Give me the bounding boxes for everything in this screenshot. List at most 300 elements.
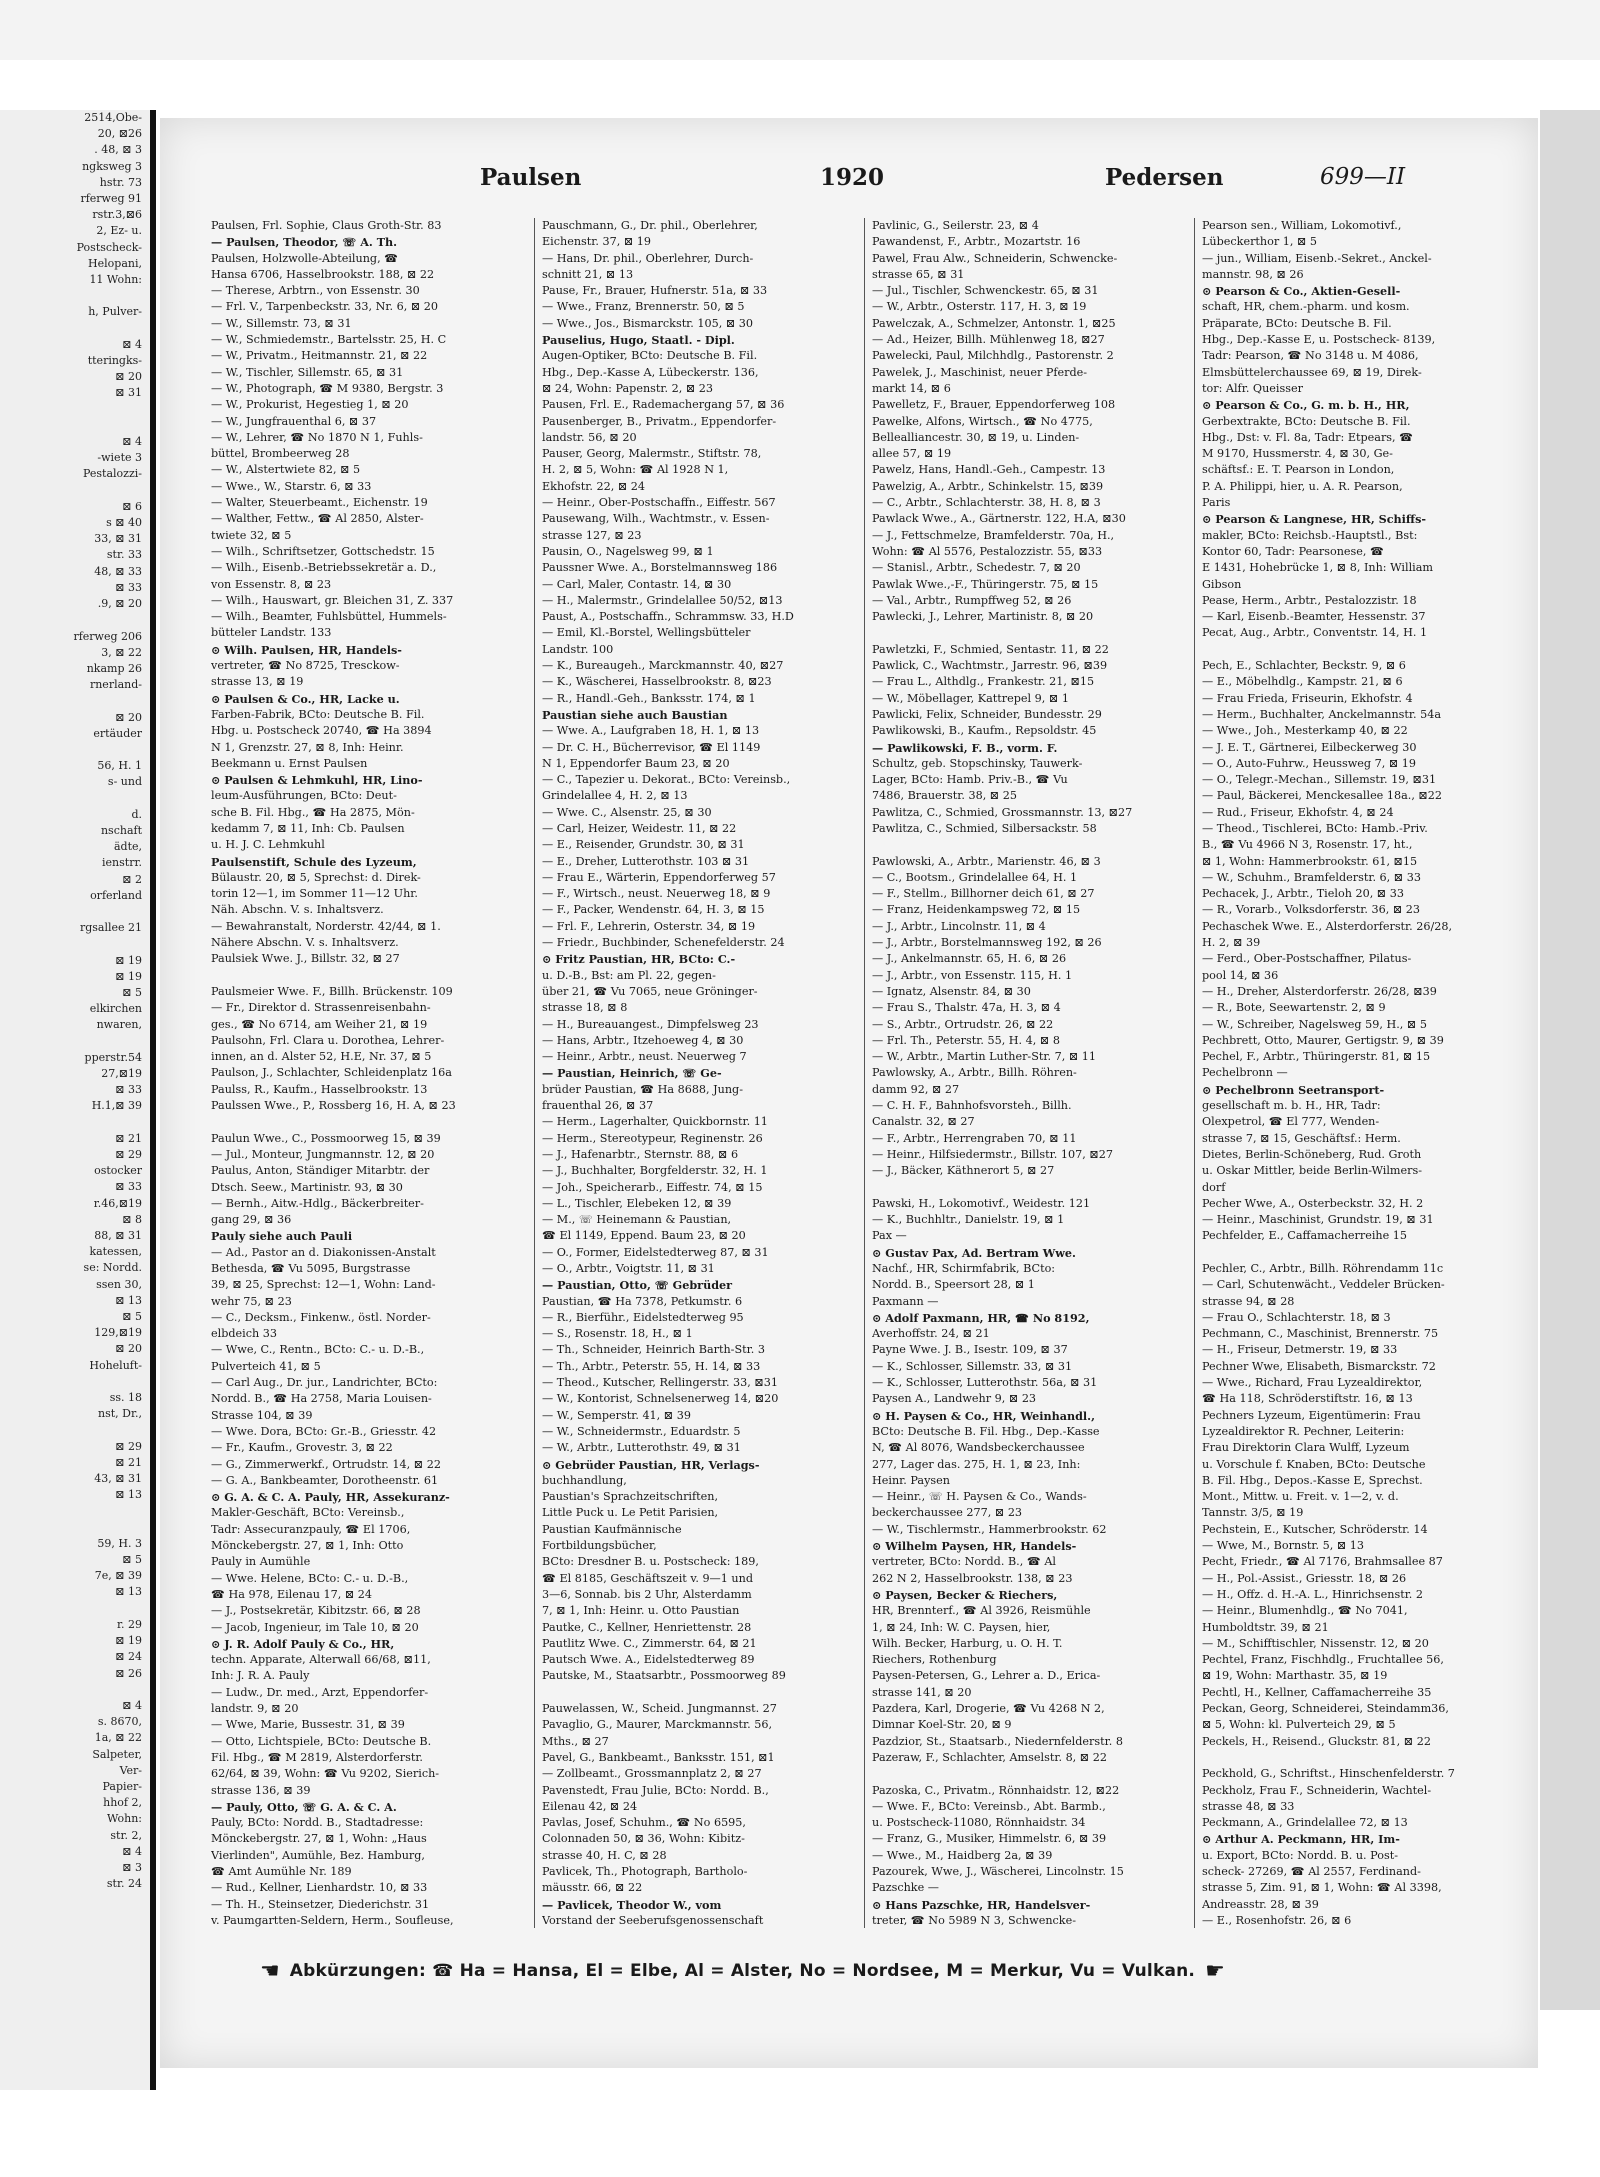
directory-entry: ⊠ 1, Wohn: Hammerbrookstr. 61, ⊠15 [1202, 854, 1418, 868]
directory-entry: ⊙ Wilh. Paulsen, HR, Handels- [211, 642, 402, 657]
header-year: 1920 [820, 164, 885, 191]
directory-column-3 [864, 218, 1194, 1928]
sliver-line: ⊠ 3 [122, 1860, 142, 1874]
sliver-line [0, 742, 150, 758]
directory-entry: u. Vorschule f. Knaben, BCto: Deutsche [1202, 1457, 1426, 1471]
directory-entry: — O., Arbtr., Voigtstr. 11, ⊠ 31 [542, 1262, 715, 1275]
sliver-line: rferweg 91 [80, 192, 142, 206]
directory-entry: Paysen A., Landwehr 9, ⊠ 23 [872, 1392, 1037, 1406]
directory-entry: — Frl. F., Lehrerin, Osterstr. 34, ⊠ 19 [542, 919, 756, 933]
directory-entry: H. 2, ⊠ 39 [1202, 936, 1261, 950]
directory-entry: — H., Pol.-Assist., Griesstr. 18, ⊠ 26 [1202, 1571, 1407, 1585]
directory-entry: — Heinr., Ober-Postschaffn., Eiffestr. 567 [542, 496, 776, 510]
directory-entry: ☎ El 8185, Geschäftszeit v. 9—1 und [542, 1571, 753, 1585]
directory-entry: Paust, A., Postschaffn., Schrammsw. 33, H.D [542, 610, 794, 624]
sliver-line: r.46,⊠19 [93, 1196, 142, 1210]
sliver-line [0, 936, 150, 952]
directory-entry: v. Paumgartten-Seldern, Herm., Soufleuse, [211, 1913, 454, 1927]
directory-entry: Hbg., Dep.-Kasse A, Lübeckerstr. 136, [542, 365, 759, 379]
directory-entry: — Wwe, C., Rentn., BCto: C.- u. D.-B., [211, 1343, 425, 1357]
sliver-line [0, 693, 150, 709]
directory-entry: — W., Arbtr., Lutterothstr. 49, ⊠ 31 [542, 1441, 741, 1455]
directory-entry: Pazdera, Karl, Drogerie, ☎ Vu 4268 N 2, [872, 1702, 1105, 1716]
directory-entry: ⊙ G. A. & C. A. Pauly, HR, Assekuranz- [211, 1490, 450, 1505]
directory-entry: Dietes, Berlin-Schöneberg, Rud. Groth [1202, 1147, 1422, 1161]
directory-entry: — Wwe. Dora, BCto: Gr.-B., Griesstr. 42 [211, 1424, 437, 1438]
sliver-line: ⊠ 2 [122, 872, 142, 886]
header-left-title: Paulsen [480, 164, 582, 191]
sliver-line: ⊠ 31 [115, 386, 142, 400]
directory-entry: Pavaglio, G., Maurer, Marckmannstr. 56, [542, 1718, 773, 1732]
directory-entry: ⊙ Wilhelm Paysen, HR, Handels- [872, 1539, 1077, 1554]
directory-entry: — Frau S., Thalstr. 47a, H. 3, ⊠ 4 [872, 1001, 1061, 1015]
directory-entry [542, 1685, 857, 1701]
directory-entry: — Carl, Maler, Contastr. 14, ⊠ 30 [542, 577, 732, 591]
directory-entry: Hbg., Dep.-Kasse E, u. Postscheck- 8139, [1202, 333, 1436, 347]
directory-entry: — W., Schneidermstr., Eduardstr. 5 [542, 1424, 741, 1438]
directory-entry: Pechacek, J., Arbtr., Tieloh 20, ⊠ 33 [1202, 887, 1404, 901]
directory-entry: Pawelke, Alfons, Wirtsch., ☎ No 4775, [872, 414, 1093, 428]
sliver-line [0, 1422, 150, 1438]
directory-entry: damm 92, ⊠ 27 [872, 1082, 960, 1096]
directory-entry: Pechstein, E., Kutscher, Schröderstr. 14 [1202, 1522, 1428, 1536]
sliver-line: nkamp 26 [86, 661, 142, 675]
directory-entry: — Ignatz, Alsenstr. 84, ⊠ 30 [872, 984, 1031, 998]
directory-entry: — Paustian, Otto, ☏ Gebrüder [542, 1278, 733, 1293]
directory-entry: HR, Brennterf., ☎ Al 3926, Reismühle [872, 1604, 1091, 1618]
directory-entry: — Frl. V., Tarpenbeckstr. 33, Nr. 6, ⊠ 20 [211, 300, 438, 314]
directory-entry: Gerbextrakte, BCto: Deutsche B. Fil. [1202, 414, 1411, 428]
sliver-line: ⊠ 20 [115, 370, 142, 384]
sliver-line: ⊠ 20 [115, 710, 142, 724]
directory-entry: Paulsohn, Frl. Clara u. Dorothea, Lehrer- [211, 1033, 445, 1047]
directory-entry: Heinr. Paysen [872, 1473, 950, 1487]
directory-entry: Nähere Abschn. V. s. Inhaltsverz. [211, 936, 399, 950]
sliver-line: ⊠ 29 [115, 1439, 142, 1453]
directory-entry: N, ☎ Al 8076, Wandsbeckerchaussee [872, 1441, 1085, 1455]
directory-entry: Peckmann, A., Grindelallee 72, ⊠ 13 [1202, 1816, 1408, 1830]
directory-entry: — W., Semperstr. 41, ⊠ 39 [542, 1408, 691, 1422]
directory-columns [204, 218, 1524, 1928]
sliver-line: ertäuder [93, 726, 142, 740]
directory-entry: Paustian siehe auch Baustian [542, 707, 728, 722]
directory-entry: beckerchaussee 277, ⊠ 23 [872, 1506, 1023, 1520]
directory-entry: — E., Möbelhdlg., Kampstr. 21, ⊠ 6 [1202, 675, 1403, 689]
directory-entry: Fil. Hbg., ☎ M 2819, Alsterdorferstr. [211, 1750, 423, 1764]
directory-entry: Paulson, J., Schlachter, Schleidenplatz 16a [211, 1066, 452, 1080]
directory-entry: — Wilh., Schriftsetzer, Gottschedstr. 15 [211, 544, 435, 558]
sliver-line: 33, ⊠ 31 [94, 532, 142, 546]
directory-entry: — Frau Frieda, Friseurin, Ekhofstr. 4 [1202, 691, 1413, 705]
scan-background-top [0, 0, 1600, 60]
directory-entry: — F., Wirtsch., neust. Neuerweg 18, ⊠ 9 [542, 887, 771, 901]
directory-entry: Pauly siehe auch Pauli [211, 1229, 353, 1244]
sliver-line: Ver- [119, 1763, 142, 1777]
directory-entry: allee 57, ⊠ 19 [872, 447, 952, 461]
sliver-line: ⊠ 26 [115, 1666, 142, 1680]
directory-entry: — Pavlicek, Theodor W., vom [542, 1897, 722, 1912]
directory-entry: strasse 18, ⊠ 8 [542, 1001, 628, 1015]
sliver-line: orferland [90, 888, 142, 902]
sliver-line: tteringks- [87, 354, 142, 368]
directory-entry: Pearson sen., William, Lokomotivf., [1202, 219, 1402, 232]
directory-entry: u. Postscheck-11080, Rönnhaidstr. 34 [872, 1816, 1086, 1830]
sliver-line: ⊠ 6 [122, 499, 142, 513]
directory-entry: — Wwe, Marie, Bussestr. 31, ⊠ 39 [211, 1718, 405, 1732]
directory-entry: strasse 141, ⊠ 20 [872, 1685, 972, 1699]
directory-column-2 [534, 218, 864, 1928]
sliver-line: 43, ⊠ 31 [94, 1472, 142, 1486]
directory-entry: Pawlitza, C., Schmied, Silbersackstr. 58 [872, 821, 1097, 835]
directory-entry: — Pauly, Otto, ☏ G. A. & C. A. [211, 1799, 397, 1814]
directory-entry: brüder Paustian, ☎ Ha 8688, Jung- [542, 1082, 743, 1096]
directory-entry [211, 1114, 527, 1130]
directory-entry: — Heinr., Arbtr., neust. Neuerweg 7 [542, 1050, 747, 1064]
directory-entry: vertreter, BCto: Nordd. B., ☎ Al [872, 1555, 1056, 1569]
directory-entry: — Dr. C. H., Bücherrevisor, ☎ El 1149 [542, 740, 761, 754]
directory-entry: — J., Ankelmannstr. 65, H. 6, ⊠ 26 [872, 952, 1067, 966]
directory-entry: Pawlak Wwe.,-F., Thüringerstr. 75, ⊠ 15 [872, 577, 1099, 591]
directory-entry: ⊙ Adolf Paxmann, HR, ☎ No 8192, [872, 1310, 1090, 1325]
directory-entry: Dtsch. Seew., Martinistr. 93, ⊠ 30 [211, 1180, 403, 1194]
directory-entry [211, 968, 527, 984]
directory-entry: Paulsiek Wwe. J., Billstr. 32, ⊠ 27 [211, 952, 400, 966]
directory-entry: Bülaustr. 20, ⊠ 5, Sprechst: d. Direk- [211, 870, 421, 884]
directory-entry: Landstr. 100 [542, 642, 614, 656]
directory-entry: — Wwe., Jos., Bismarckstr. 105, ⊠ 30 [542, 316, 754, 330]
sliver-line: nschaft [100, 823, 142, 837]
directory-entry: schnitt 21, ⊠ 13 [542, 267, 634, 281]
directory-entry: — Joh., Speicherarb., Eiffestr. 74, ⊠ 15 [542, 1180, 763, 1194]
directory-entry: — Wwe., Franz, Brennerstr. 50, ⊠ 5 [542, 300, 745, 314]
directory-entry: — W., Alstertwiete 82, ⊠ 5 [211, 463, 361, 477]
directory-entry: Pechler, C., Arbtr., Billh. Röhrendamm 11c [1202, 1262, 1444, 1275]
directory-entry: — O., Former, Eidelstedterweg 87, ⊠ 31 [542, 1245, 769, 1259]
directory-entry: Mths., ⊠ 27 [542, 1734, 609, 1748]
directory-entry [872, 837, 1187, 853]
sliver-line: se: Nordd. [83, 1261, 142, 1275]
directory-entry: — J., Postsekretär, Kibitzstr. 66, ⊠ 28 [211, 1604, 421, 1618]
directory-entry: — H., Malermstr., Grindelallee 50/52, ⊠13 [542, 593, 783, 607]
directory-entry: Nordd. B., Speersort 28, ⊠ 1 [872, 1278, 1035, 1292]
directory-entry: Pazeraw, F., Schlachter, Amselstr. 8, ⊠ 22 [872, 1750, 1107, 1764]
directory-entry: — Wwe. C., Alsenstr. 25, ⊠ 30 [542, 805, 712, 819]
directory-entry: — W., Kontorist, Schnelsenerweg 14, ⊠20 [542, 1392, 779, 1406]
directory-entry: elbdeich 33 [211, 1327, 277, 1341]
directory-entry: büttel, Brombeerweg 28 [211, 447, 350, 461]
sliver-line: 11 Wohn: [89, 273, 142, 287]
sliver-line [0, 904, 150, 920]
directory-entry: Canalstr. 32, ⊠ 27 [872, 1115, 975, 1129]
directory-entry: — F., Packer, Wendenstr. 64, H. 3, ⊠ 15 [542, 903, 765, 917]
page-header [160, 158, 1538, 198]
directory-entry: 277, Lager das. 275, H. 1, ⊠ 23, Inh: [872, 1457, 1081, 1471]
sliver-line: str. 24 [106, 1877, 142, 1891]
directory-entry: — Pawlikowski, F. B., vorm. F. [872, 740, 1058, 755]
directory-entry: — Therese, Arbtrn., von Essenstr. 30 [211, 284, 420, 298]
directory-entry: Strasse 104, ⊠ 39 [211, 1408, 313, 1422]
directory-entry: Pecat, Aug., Arbtr., Conventstr. 14, H. 1 [1202, 626, 1428, 640]
directory-entry: Lübeckerthor 1, ⊠ 5 [1202, 235, 1318, 249]
directory-entry: Wohn: ☎ Al 5576, Pestalozzistr. 55, ⊠33 [872, 544, 1103, 558]
directory-entry: — K., Wäscherei, Hasselbrookstr. 8, ⊠23 [542, 675, 772, 689]
directory-entry: — Bewahranstalt, Norderstr. 42/44, ⊠ 1. [211, 919, 441, 933]
directory-entry: Mont., Mittw. u. Freit. v. 1—2, v. d. [1202, 1490, 1399, 1504]
directory-entry: schäftsf.: E. T. Pearson in London, [1202, 463, 1395, 477]
directory-entry: Tadr: Assecuranzpauly, ☎ El 1706, [211, 1522, 411, 1536]
sliver-line: 2514,Obe- [84, 111, 142, 124]
sliver-line: elkirchen [89, 1002, 142, 1016]
directory-entry: ⊠ 19, Wohn: Marthastr. 35, ⊠ 19 [1202, 1669, 1388, 1683]
sliver-line: ⊠ 13 [115, 1488, 142, 1502]
directory-entry: Pawelletz, F., Brauer, Eppendorferweg 108 [872, 398, 1116, 412]
directory-entry: — G., Zimmerwerkf., Ortrudstr. 14, ⊠ 22 [211, 1457, 441, 1471]
directory-entry: — Wwe. A., Laufgraben 18, H. 1, ⊠ 13 [542, 724, 760, 738]
directory-entry: — L., Tischler, Elebeken 12, ⊠ 39 [542, 1196, 732, 1210]
directory-entry: — Ad., Heizer, Billh. Mühlenweg 18, ⊠27 [872, 333, 1105, 347]
directory-entry: Pautke, C., Kellner, Henriettenstr. 28 [542, 1620, 752, 1634]
directory-entry: Hansa 6706, Hasselbrookstr. 188, ⊠ 22 [211, 267, 435, 281]
directory-entry: — M., ☏ Heinemann & Paustian, [542, 1213, 732, 1227]
sliver-line: ⊠ 24 [115, 1650, 142, 1664]
directory-entry: — Franz, Heidenkampsweg 72, ⊠ 15 [872, 903, 1081, 917]
directory-entry: Pawlowski, A., Arbtr., Marienstr. 46, ⊠ 3 [872, 854, 1101, 868]
sliver-line: ⊠ 19 [115, 953, 142, 967]
sliver-line: H.1,⊠ 39 [91, 1099, 142, 1113]
directory-entry: treter, ☎ No 5989 N 3, Schwencke- [872, 1913, 1076, 1927]
sliver-line: ⊠ 19 [115, 1634, 142, 1648]
directory-entry: Inh: J. R. A. Pauly [211, 1669, 310, 1683]
sliver-line: Hoheluft- [89, 1358, 142, 1372]
directory-entry: — Wwe., Richard, Frau Lyzealdirektor, [1202, 1376, 1423, 1390]
directory-entry: — K., Bureaugeh., Marckmannstr. 40, ⊠27 [542, 659, 784, 673]
directory-entry: Averhoffstr. 24, ⊠ 21 [872, 1327, 990, 1341]
directory-entry: Gibson [1202, 577, 1242, 591]
directory-entry: — Frau O., Schlachterstr. 18, ⊠ 3 [1202, 1310, 1391, 1324]
directory-entry: Paussner Wwe. A., Borstelmannsweg 186 [542, 561, 778, 575]
directory-entry: — K., Schlosser, Sillemstr. 33, ⊠ 31 [872, 1359, 1073, 1373]
header-right-title: Pedersen [1105, 164, 1224, 191]
directory-entry: — W., Arbtr., Osterstr. 117, H. 3, ⊠ 19 [872, 300, 1087, 314]
directory-entry: — W., Schmiedemstr., Bartelsstr. 25, H. C [211, 333, 447, 347]
sliver-line: 7e, ⊠ 39 [94, 1569, 142, 1583]
directory-entry: — Carl, Heizer, Weidestr. 11, ⊠ 22 [542, 821, 737, 835]
directory-entry: — Wilh., Beamter, Fuhlsbüttel, Hummels- [211, 610, 447, 624]
sliver-line: s. 8670, [97, 1715, 142, 1729]
directory-entry: strasse 65, ⊠ 31 [872, 267, 965, 281]
directory-entry: wehr 75, ⊠ 23 [211, 1294, 292, 1308]
directory-entry: Peckels, H., Reisend., Gluckstr. 81, ⊠ 22 [1202, 1734, 1431, 1748]
directory-entry: — M., Schifftischler, Nissenstr. 12, ⊠ 20 [1202, 1636, 1429, 1650]
directory-entry: landstr. 9, ⊠ 20 [211, 1702, 299, 1716]
sliver-line: Pestalozzi- [82, 467, 142, 481]
directory-entry: u. Export, BCto: Nordd. B. u. Post- [1202, 1848, 1398, 1862]
sliver-line: s- und [107, 775, 142, 789]
sliver-line: ⊠ 21 [115, 1455, 142, 1469]
sliver-line: hhof 2, [103, 1796, 142, 1810]
directory-entry: — C., Tapezier u. Dekorat., BCto: Vereinsb., [542, 773, 791, 787]
sliver-line: pperstr.54 [84, 1050, 142, 1064]
directory-entry: 3—6, Sonnab. bis 2 Uhr, Alsterdamm [542, 1587, 752, 1601]
directory-entry: Grindelallee 4, H. 2, ⊠ 13 [542, 789, 688, 803]
sliver-line: ⊠ 33 [115, 1180, 142, 1194]
sliver-line: r. 29 [116, 1617, 142, 1631]
directory-entry: 7, ⊠ 1, Inh: Heinr. u. Otto Paustian [542, 1604, 740, 1618]
directory-entry: — J., Buchhalter, Borgfelderstr. 32, H. 1 [542, 1164, 768, 1178]
directory-entry [1202, 1750, 1517, 1766]
directory-entry: Lyzealdirektor R. Pechner, Leiterin: [1202, 1424, 1405, 1438]
directory-entry: strasse 5, Zim. 91, ⊠ 1, Wohn: ☎ Al 3398, [1202, 1881, 1442, 1895]
sliver-line: rferweg 206 [73, 629, 142, 643]
directory-entry: Pecher Wwe, A., Osterbeckstr. 32, H. 2 [1202, 1196, 1424, 1210]
directory-entry: — Frau E., Wärterin, Eppendorferweg 57 [542, 870, 776, 884]
directory-entry: — G. A., Bankbeamter, Dorotheenstr. 61 [211, 1473, 439, 1487]
directory-entry: Pulverteich 41, ⊠ 5 [211, 1359, 321, 1373]
directory-entry: — W., Tischlermstr., Hammerbrookstr. 62 [872, 1522, 1107, 1536]
directory-entry: — J., Bäcker, Käthnerort 5, ⊠ 27 [872, 1164, 1055, 1178]
directory-entry: — W., Tischler, Sillemstr. 65, ⊠ 31 [211, 365, 404, 379]
directory-entry: — Friedr., Buchbinder, Schenefelderstr. 24 [542, 936, 785, 950]
directory-entry: — H., Friseur, Detmerstr. 19, ⊠ 33 [1202, 1343, 1398, 1357]
sliver-line [0, 1115, 150, 1131]
directory-entry: Ekhofstr. 22, ⊠ 24 [542, 479, 646, 493]
directory-entry: gesellschaft m. b. H., HR, Tadr: [1202, 1099, 1381, 1113]
directory-entry: Pawelz, Hans, Handl.-Geh., Campestr. 13 [872, 463, 1106, 477]
directory-entry: Vorstand der Seeberufsgenossenschaft [542, 1913, 764, 1927]
directory-entry: Pawletzki, F., Schmied, Sentastr. 11, ⊠ 22 [872, 642, 1109, 656]
sliver-line: h, Pulver- [88, 305, 142, 319]
directory-entry: — Th. H., Steinsetzer, Diederichstr. 31 [211, 1897, 430, 1911]
sliver-line: ⊠ 5 [122, 1310, 142, 1324]
directory-entry: Paris [1202, 496, 1231, 510]
directory-entry: Schultz, geb. Stopschinsky, Tauwerk- [872, 756, 1083, 770]
directory-entry: Pavlicek, Th., Photograph, Bartholo- [542, 1864, 748, 1878]
directory-entry: — E., Reisender, Grundstr. 30, ⊠ 31 [542, 838, 745, 852]
sliver-line: 20, ⊠26 [97, 127, 142, 141]
directory-entry: ☎ Ha 978, Eilenau 17, ⊠ 24 [211, 1587, 373, 1601]
directory-entry: — W., Arbtr., Martin Luther-Str. 7, ⊠ 11 [872, 1050, 1097, 1064]
directory-entry: Pauly in Aumühle [211, 1555, 311, 1569]
directory-entry: Pax — [872, 1229, 907, 1243]
directory-entry: Colonnaden 50, ⊠ 36, Wohn: Kibitz- [542, 1832, 745, 1846]
directory-entry: Pausen, Frl. E., Rademachergang 57, ⊠ 36 [542, 398, 785, 412]
directory-entry: Pawel, Frau Alw., Schneiderin, Schwencke- [872, 251, 1118, 265]
directory-entry: Pease, Herm., Arbtr., Pestalozzistr. 18 [1202, 593, 1417, 607]
directory-entry: — Bernh., Aitw.-Hdlg., Bäckerbreiter- [211, 1196, 424, 1210]
sliver-line: Postscheck- [76, 240, 142, 254]
directory-entry: Pawlicki, Felix, Schneider, Bundesstr. 29 [872, 707, 1102, 721]
directory-entry: Pautsch Wwe. A., Eidelstedterweg 89 [542, 1653, 755, 1667]
directory-entry: tor: Alfr. Queisser [1202, 381, 1303, 395]
directory-entry: ⊙ Hans Pazschke, HR, Handelsver- [872, 1897, 1091, 1912]
directory-entry: Pechtel, Franz, Fischhdlg., Fruchtallee 56, [1202, 1653, 1444, 1667]
directory-entry: ⊠ 24, Wohn: Papenstr. 2, ⊠ 23 [542, 381, 714, 395]
directory-entry: — O., Telegr.-Mechan., Sillemstr. 19, ⊠31 [1202, 773, 1437, 787]
sliver-line: 88, ⊠ 31 [94, 1229, 142, 1243]
scan-background-right [1540, 110, 1600, 2010]
directory-entry: Hbg. u. Postscheck 20740, ☎ Ha 3894 [211, 724, 432, 738]
directory-entry: — Rud., Kellner, Lienhardstr. 10, ⊠ 33 [211, 1881, 428, 1895]
directory-entry: Pawlecki, J., Lehrer, Martinistr. 8, ⊠ 20 [872, 610, 1094, 624]
directory-entry: — R., Bote, Seewartenstr. 2, ⊠ 9 [1202, 1001, 1386, 1015]
directory-entry: — H., Bureauangest., Dimpfelsweg 23 [542, 1017, 759, 1031]
directory-entry: Pawski, H., Lokomotivf., Weidestr. 121 [872, 1196, 1091, 1210]
sliver-line [0, 1374, 150, 1390]
directory-entry: landstr. 56, ⊠ 20 [542, 430, 637, 444]
directory-entry: 7486, Brauerstr. 38, ⊠ 25 [872, 789, 1017, 803]
directory-entry: Eilenau 42, ⊠ 24 [542, 1799, 638, 1813]
directory-entry: — Jacob, Ingenieur, im Tale 10, ⊠ 20 [211, 1620, 419, 1634]
directory-entry: — W., Schreiber, Nagelsweg 59, H., ⊠ 5 [1202, 1017, 1427, 1031]
directory-entry: Vierlinden", Aumühle, Bez. Hamburg, [211, 1848, 425, 1862]
directory-entry [872, 1180, 1187, 1196]
directory-entry: — Heinr., Blumenhdlg., ☎ No 7041, [1202, 1604, 1408, 1618]
directory-entry: — Herm., Stereotypeur, Reginenstr. 26 [542, 1131, 763, 1145]
sliver-line: s ⊠ 40 [106, 516, 142, 530]
directory-entry: ☎ Amt Aumühle Nr. 189 [211, 1864, 352, 1878]
directory-entry: — Ferd., Ober-Postschaffner, Pilatus- [1202, 952, 1412, 966]
directory-entry: E 1431, Hohebrücke 1, ⊠ 8, Inh: William [1202, 561, 1433, 575]
sliver-line [0, 418, 150, 434]
directory-entry: Paulss, R., Kaufm., Hasselbrookstr. 13 [211, 1082, 428, 1096]
directory-entry: über 21, ☎ Vu 7065, neue Gröninger- [542, 984, 758, 998]
sliver-line [0, 402, 150, 418]
abbreviations-text: Abkürzungen: ☎ Ha = Hansa, El = Elbe, Al = Alster, No = Nordsee, M = Merkur, Vu = Vulkan. [289, 1961, 1196, 1981]
directory-entry: — Theod., Tischlerei, BCto: Hamb.-Priv. [1202, 821, 1428, 835]
sliver-line: ienstrr. [102, 856, 142, 870]
directory-entry: BCto: Deutsche B. Fil. Hbg., Dep.-Kasse [872, 1424, 1100, 1438]
sliver-line: ⊠ 4 [122, 1844, 142, 1858]
sliver-line: nwaren, [96, 1018, 142, 1032]
directory-entry: BCto: Dresdner B. u. Postscheck: 189, [542, 1555, 759, 1569]
directory-entry: 39, ⊠ 25, Sprechst: 12—1, Wohn: Land- [211, 1278, 436, 1292]
directory-entry: makler, BCto: Reichsb.-Hauptstl., Bst: [1202, 528, 1418, 542]
directory-entry: Paulsen, Frl. Sophie, Claus Groth-Str. 83 [211, 219, 442, 232]
directory-entry: — Fr., Kaufm., Grovestr. 3, ⊠ 22 [211, 1441, 393, 1455]
directory-entry: ⊙ Arthur A. Peckmann, HR, Im- [1202, 1832, 1400, 1847]
directory-entry: Pechner Wwe, Elisabeth, Bismarckstr. 72 [1202, 1359, 1436, 1373]
directory-entry: Beekmann u. Ernst Paulsen [211, 756, 368, 770]
directory-entry: Pechelbronn — [1202, 1066, 1288, 1080]
sliver-line [0, 791, 150, 807]
sliver-line: Helopani, [88, 256, 142, 270]
directory-entry: — H., Dreher, Alsterdorferstr. 26/28, ⊠39 [1202, 984, 1437, 998]
directory-entry: Mönckebergstr. 27, ⊠ 1, Inh: Otto [211, 1539, 404, 1553]
directory-entry: Pawlick, C., Wachtmstr., Jarrestr. 96, ⊠39 [872, 659, 1108, 673]
directory-entry: — S., Rosenstr. 18, H., ⊠ 1 [542, 1327, 693, 1341]
sliver-line: Wohn: [106, 1812, 142, 1826]
directory-entry: Augen-Optiker, BCto: Deutsche B. Fil. [542, 349, 758, 363]
directory-entry: — Karl, Eisenb.-Beamter, Hessenstr. 37 [1202, 610, 1426, 624]
directory-entry: Frau Direktorin Clara Wulff, Lyzeum [1202, 1441, 1410, 1455]
abbreviations-footer [250, 1956, 1510, 1986]
directory-entry: sche B. Fil. Hbg., ☎ Ha 2875, Mön- [211, 805, 415, 819]
directory-entry: dorf [1202, 1180, 1226, 1194]
directory-entry: gang 29, ⊠ 36 [211, 1213, 292, 1227]
directory-entry: Hbg., Dst: v. Fl. 8a, Tadr: Etpears, ☎ [1202, 430, 1414, 444]
directory-entry [1202, 1245, 1517, 1261]
sliver-line [0, 1601, 150, 1617]
pointing-hand-icon: ☛ [260, 1958, 280, 1984]
sliver-line: ⊠ 5 [122, 985, 142, 999]
directory-entry: — C. H. F., Bahnhofsvorsteh., Billh. [872, 1099, 1072, 1113]
directory-entry: strasse 7, ⊠ 15, Geschäftsf.: Herm. [1202, 1131, 1401, 1145]
directory-entry: — Paul, Bäckerei, Menckesallee 18a., ⊠22 [1202, 789, 1443, 803]
directory-entry: Fortbildungsbücher, [542, 1539, 657, 1553]
directory-entry: — O., Auto-Fuhrw., Heussweg 7, ⊠ 19 [1202, 756, 1417, 770]
directory-entry: — W., Lehrer, ☎ No 1870 N 1, Fuhls- [211, 430, 423, 444]
sliver-line: ⊠ 5 [122, 1553, 142, 1567]
